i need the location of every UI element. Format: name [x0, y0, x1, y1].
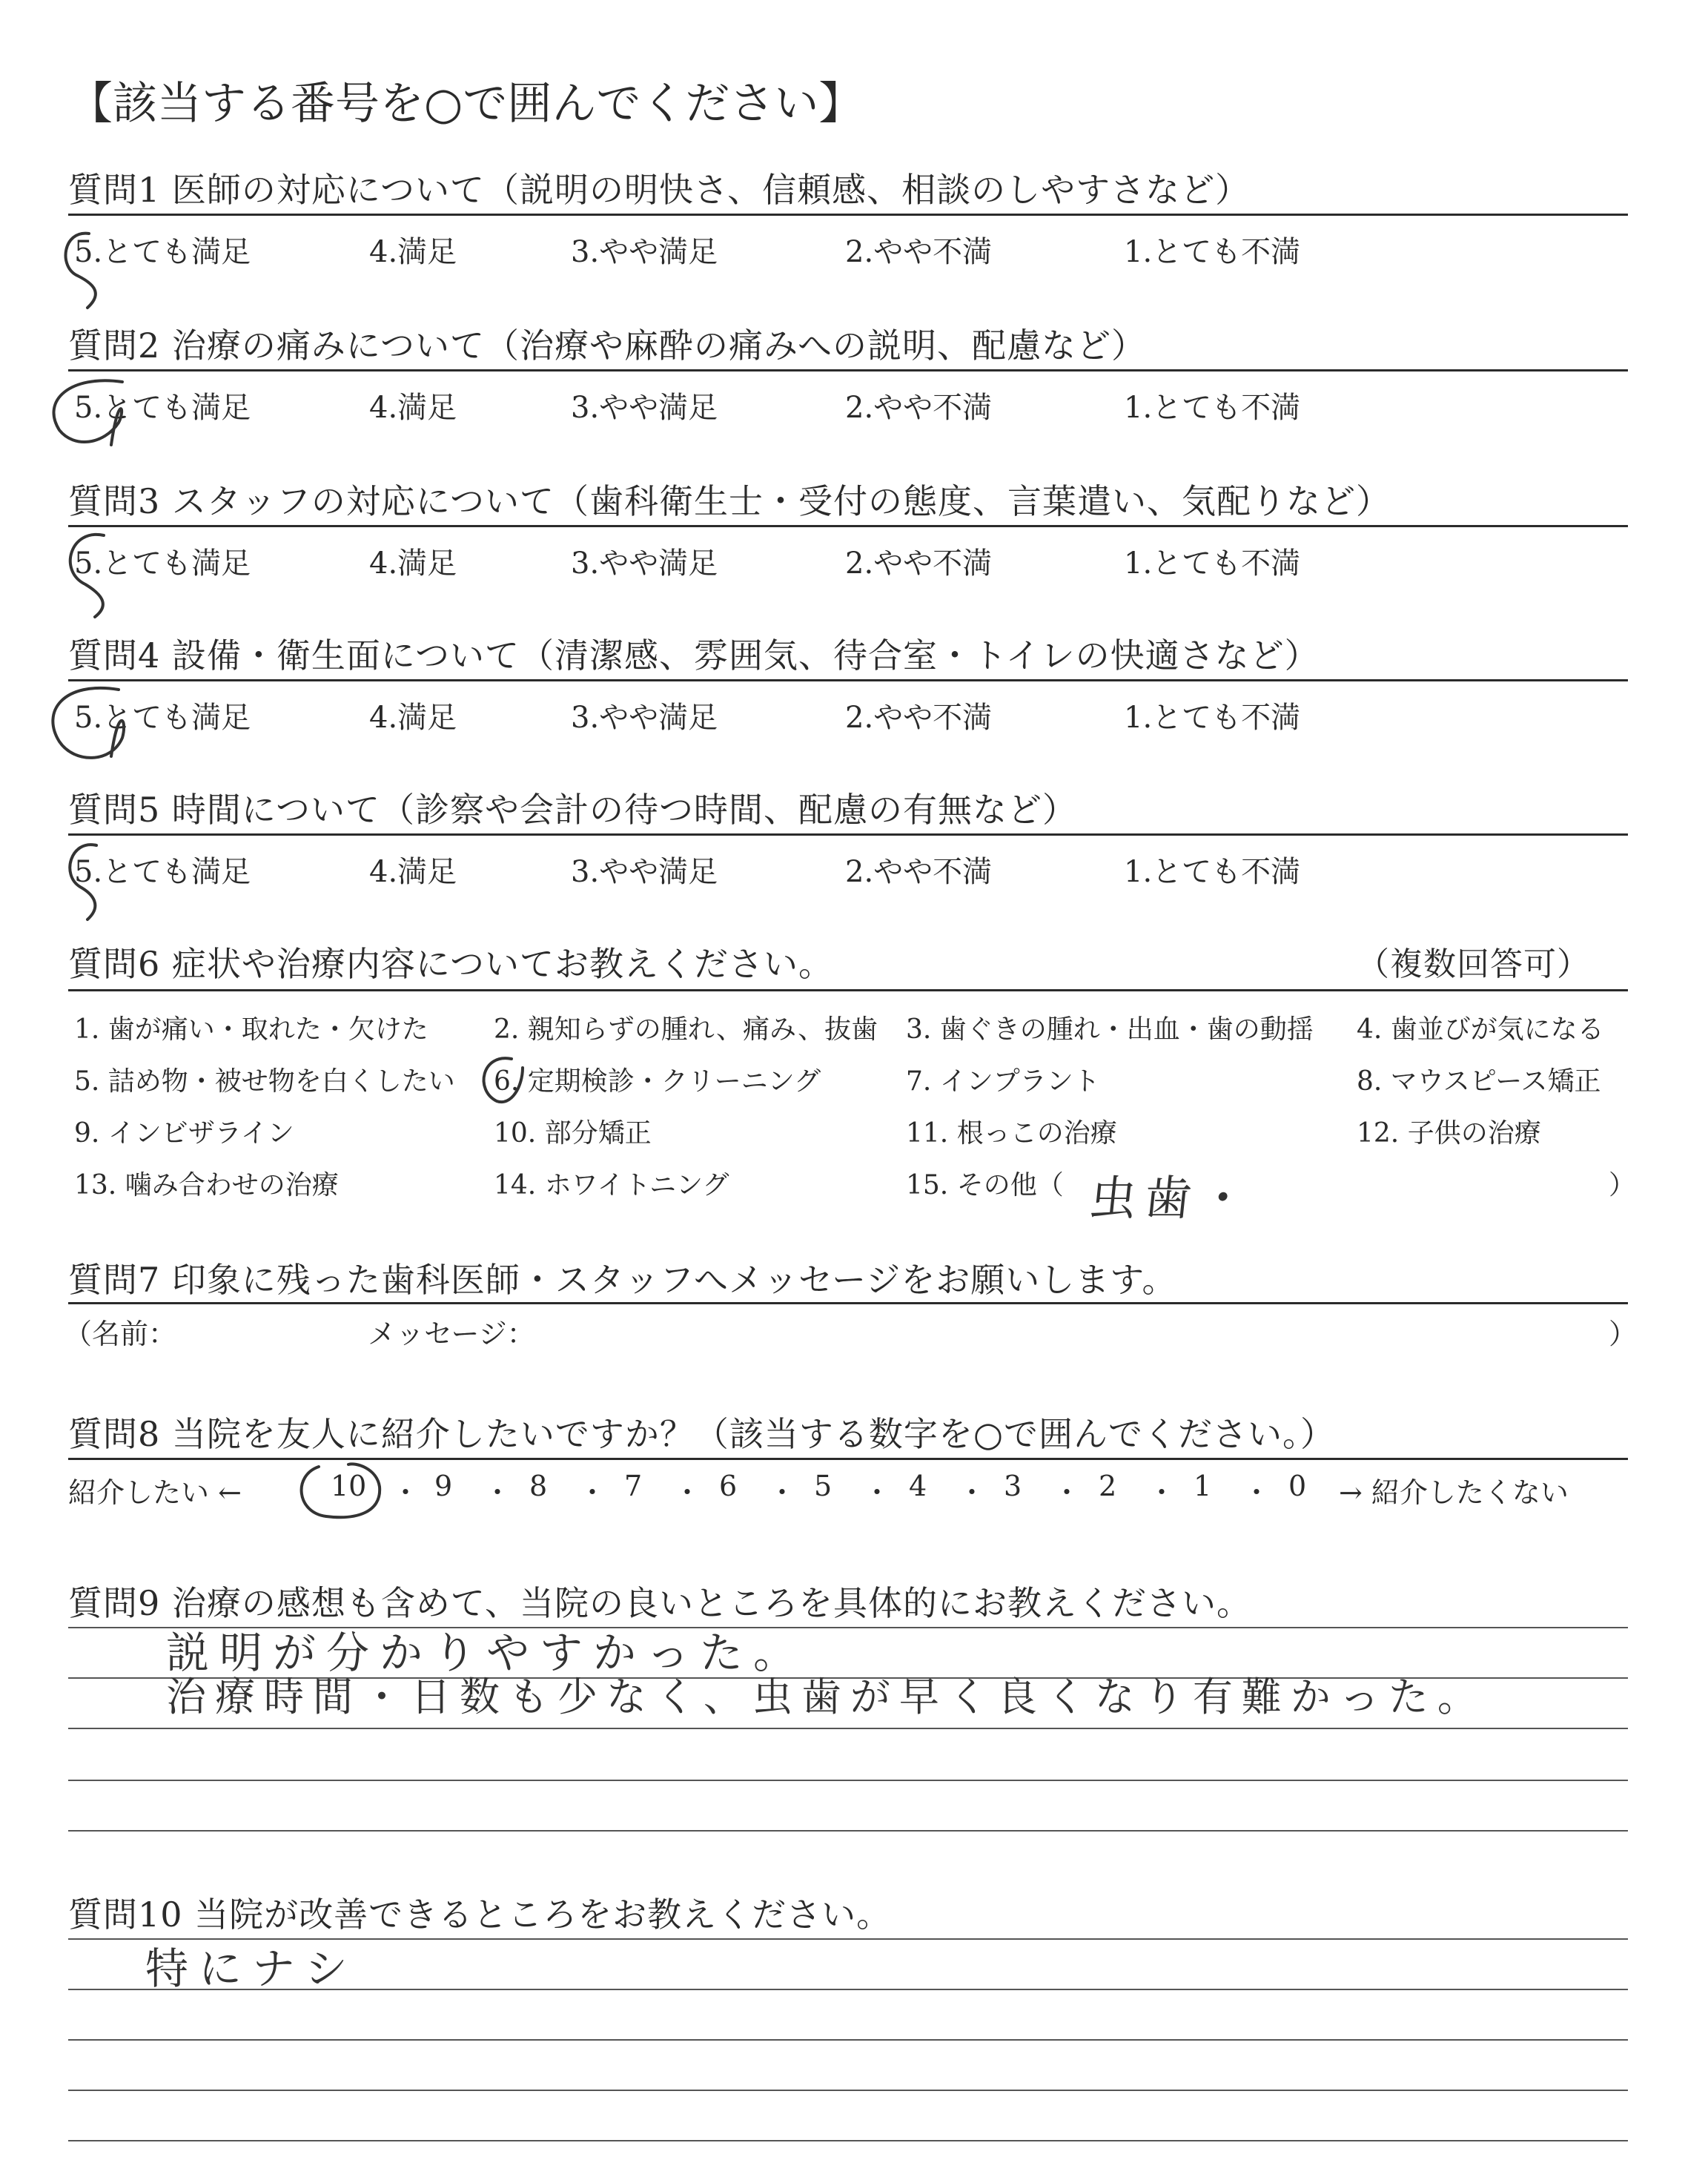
q6-other-handwriting: 虫歯・ — [1086, 1172, 1257, 1226]
q8-dot: ・ — [1053, 1476, 1082, 1509]
q6-item-15[interactable]: 15. その他（ — [906, 1170, 1064, 1200]
q8-dot: ・ — [768, 1476, 797, 1509]
q8-scale-3[interactable]: 3 — [1004, 1470, 1022, 1502]
q2-option-5[interactable]: 5.とても満足 — [74, 391, 251, 425]
q6-item-5[interactable]: 5. 詰め物・被せ物を白くしたい — [74, 1066, 455, 1097]
q8-right-label: → 紹介したくない — [1339, 1476, 1569, 1509]
q8-dot: ・ — [1242, 1476, 1271, 1509]
q1-option-5[interactable]: 5.とても満足 — [74, 235, 251, 269]
q8-dot: ・ — [1148, 1476, 1176, 1509]
q8-scale-0[interactable]: 0 — [1288, 1470, 1307, 1502]
q8-scale-7[interactable]: 7 — [624, 1470, 643, 1502]
q3-rule — [68, 525, 1628, 527]
q4-option-1[interactable]: 1.とても不満 — [1124, 701, 1301, 735]
q6-item-3[interactable]: 3. 歯ぐきの腫れ・出血・歯の動揺 — [906, 1014, 1314, 1045]
q2-heading: 質問2 治療の痛みについて（治療や麻酔の痛みへの説明、配慮など） — [68, 326, 1147, 366]
q4-option-2[interactable]: 2.やや不満 — [845, 701, 993, 735]
q6-item-1[interactable]: 1. 歯が痛い・取れた・欠けた — [74, 1014, 428, 1045]
q8-scale-9[interactable]: 9 — [434, 1470, 453, 1502]
q4-heading: 質問4 設備・衛生面について（清潔感、雰囲気、待合室・トイレの快適さなど） — [68, 635, 1320, 676]
page-title: 【該当する番号を○で囲んでください】 — [68, 78, 864, 130]
q8-heading: 質問8 当院を友人に紹介したいですか？（該当する数字を○で囲んでください。） — [68, 1414, 1336, 1454]
q8-scale-1[interactable]: 1 — [1194, 1470, 1212, 1502]
q8-dot: ・ — [863, 1476, 892, 1509]
q10-line-4 — [68, 2090, 1628, 2091]
q6-item-7[interactable]: 7. インプラント — [906, 1066, 1100, 1097]
q8-scale-5[interactable]: 5 — [814, 1470, 833, 1502]
q8-scale-6[interactable]: 6 — [719, 1470, 738, 1502]
q4-rule — [68, 679, 1628, 681]
q6-rule — [68, 989, 1628, 991]
q9-answer-2: 治療時間・日数も少なく、虫歯が早く良くなり有難かった。 — [166, 1674, 1486, 1720]
q1-option-2[interactable]: 2.やや不満 — [845, 235, 993, 269]
q6-item-2[interactable]: 2. 親知らずの腫れ、痛み、抜歯 — [494, 1014, 878, 1045]
q8-scale-2[interactable]: 2 — [1099, 1470, 1117, 1502]
q9-line-4 — [68, 1780, 1628, 1781]
q6-item-6[interactable]: 6. 定期検診・クリーニング — [494, 1066, 821, 1097]
q7-name-label: （名前： — [64, 1318, 177, 1350]
q3-option-2[interactable]: 2.やや不満 — [845, 546, 993, 581]
q6-item-13[interactable]: 13. 噛み合わせの治療 — [74, 1170, 339, 1200]
q5-option-2[interactable]: 2.やや不満 — [845, 855, 993, 889]
q7-message-label: メッセージ： — [368, 1318, 535, 1350]
q3-option-5[interactable]: 5.とても満足 — [74, 546, 251, 581]
q10-line-5 — [68, 2140, 1628, 2141]
q8-scale-10[interactable]: 10 — [331, 1470, 367, 1502]
q7-rule — [68, 1302, 1628, 1304]
q8-dot: ・ — [958, 1476, 987, 1509]
q8-dot: ・ — [483, 1476, 512, 1509]
q5-option-1[interactable]: 1.とても不満 — [1124, 855, 1301, 889]
q2-option-3[interactable]: 3.やや満足 — [571, 391, 718, 425]
q9-answer-1: 説明が分かりやすかった。 — [166, 1628, 807, 1678]
q6-item-11[interactable]: 11. 根っこの治療 — [906, 1118, 1117, 1149]
q5-option-5[interactable]: 5.とても満足 — [74, 855, 251, 889]
q8-scale-4[interactable]: 4 — [909, 1470, 927, 1502]
q9-line-3 — [68, 1728, 1628, 1729]
q6-note: （複数回答可） — [1357, 945, 1590, 983]
q3-option-1[interactable]: 1.とても不満 — [1124, 546, 1301, 581]
q8-dot: ・ — [673, 1476, 702, 1509]
q1-rule — [68, 214, 1628, 216]
q4-option-4[interactable]: 4.満足 — [369, 701, 457, 735]
q5-heading: 質問5 時間について（診察や会計の待つ時間、配慮の有無など） — [68, 790, 1077, 830]
q6-heading: 質問6 症状や治療内容についてお教えください。 — [68, 944, 833, 984]
q6-item-10[interactable]: 10. 部分矯正 — [494, 1118, 652, 1149]
q6-item-14[interactable]: 14. ホワイトニング — [494, 1170, 729, 1200]
q8-dot: ・ — [578, 1476, 607, 1509]
q10-line-3 — [68, 2039, 1628, 2041]
q1-option-4[interactable]: 4.満足 — [369, 235, 457, 269]
q6-item-8[interactable]: 8. マウスピース矯正 — [1357, 1066, 1601, 1097]
q8-scale-8[interactable]: 8 — [529, 1470, 548, 1502]
q3-heading: 質問3 スタッフの対応について（歯科衛生士・受付の態度、言葉遣い、気配りなど） — [68, 481, 1391, 521]
q3-option-3[interactable]: 3.やや満足 — [571, 546, 718, 581]
q2-option-1[interactable]: 1.とても不満 — [1124, 391, 1301, 425]
q9-heading: 質問9 治療の感想も含めて、当院の良いところを具体的にお教えください。 — [68, 1583, 1251, 1623]
q8-rule — [68, 1458, 1628, 1460]
q10-heading: 質問10 当院が改善できるところをお教えください。 — [68, 1895, 892, 1935]
q10-answer-1: 特にナシ — [145, 1943, 358, 1994]
q1-heading: 質問1 医師の対応について（説明の明快さ、信頼感、相談のしやすさなど） — [68, 170, 1251, 210]
q5-rule — [68, 833, 1628, 836]
q4-option-5[interactable]: 5.とても満足 — [74, 701, 251, 735]
q1-option-3[interactable]: 3.やや満足 — [571, 235, 718, 269]
q7-heading: 質問7 印象に残った歯科医師・スタッフへメッセージをお願いします。 — [68, 1260, 1177, 1300]
q2-option-2[interactable]: 2.やや不満 — [845, 391, 993, 425]
q8-dot: ・ — [391, 1476, 420, 1509]
q5-option-4[interactable]: 4.満足 — [369, 855, 457, 889]
q7-close: ） — [1609, 1318, 1638, 1350]
q4-option-3[interactable]: 3.やや満足 — [571, 701, 718, 735]
q8-left-label: 紹介したい ← — [68, 1476, 242, 1509]
q1-option-1[interactable]: 1.とても不満 — [1124, 235, 1301, 269]
q6-item-12[interactable]: 12. 子供の治療 — [1357, 1118, 1541, 1149]
q3-option-4[interactable]: 4.満足 — [369, 546, 457, 581]
q9-line-5 — [68, 1830, 1628, 1832]
q5-option-3[interactable]: 3.やや満足 — [571, 855, 718, 889]
q2-option-4[interactable]: 4.満足 — [369, 391, 457, 425]
q6-item-4[interactable]: 4. 歯並びが気になる — [1357, 1014, 1604, 1045]
q6-other-close: ） — [1609, 1170, 1636, 1200]
q2-rule — [68, 369, 1628, 371]
q6-item-9[interactable]: 9. インビザライン — [74, 1118, 294, 1149]
